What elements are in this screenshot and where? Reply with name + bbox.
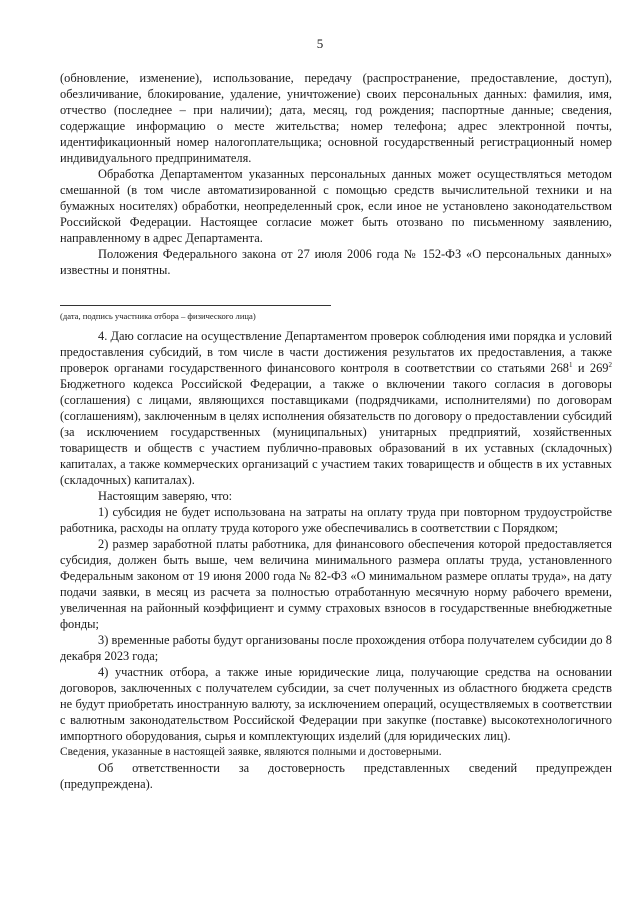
assurance-item-2: 2) размер заработной платы работника, для финансового обеспечения которой предоставляется субсидия, должен быть выше, чем величина минимального размера оплаты труда, установленного Федеральным законом от 19 июня 2000 года № 82-ФЗ «О минимальном размере оплаты труда», на дату подачи заявки, в месяц из расчета за полностью отработанную месячную норму рабочего времени, увеличенная на районный коэффициент и сумму страховых взносов в государственные внебюджетные фонды; bbox=[60, 537, 612, 631]
page-number: 5 bbox=[316, 36, 324, 51]
assurance-heading: Настоящим заверяю, что: bbox=[98, 489, 233, 503]
assurance-item-1: 1) субсидия не будет использована на затраты на оплату труда при повторном трудоустройстве работника, расходы на оплату труда которого уже обеспечивались в соответствии с Порядком; bbox=[60, 505, 612, 535]
consent-text-part2: и 269 bbox=[572, 361, 609, 375]
superscript-2: 2 bbox=[608, 361, 612, 369]
signature-caption: (дата, подпись участника отбора – физического лица) bbox=[60, 311, 256, 321]
intro-block bbox=[60, 70, 612, 278]
main-block bbox=[60, 328, 612, 792]
consent-text-part3: Бюджетного кодекса Российской Федерации, а также о включении такого согласия в договоры (соглашения) с лицами, являющихся поставщиками (подрядчиками, исполнителями) по договорам (соглашениям), заключенным в целях исполнения обязательств по договору о предоставлении субсидий (за исключением государственных (муниципальных) унитарных предприятий, хозяйственных товариществ и обществ с участием публично-правовых образований в их уставных (складочных) капиталах, а также коммерческих организаций с участием таких товариществ и обществ в их уставных (складочных) капиталах). bbox=[60, 377, 612, 487]
superscript-1: 1 bbox=[569, 361, 573, 369]
assurance-item-3: 3) временные работы будут организованы после прохождения отбора получателем субсидии до 8 декабря 2023 года; bbox=[60, 633, 612, 663]
assurance-item-4: 4) участник отбора, а также иные юридические лица, получающие средства на основании договоров, заключенных с получателем субсидии, за счет полученных из областного бюджета средств не будут приобретать иностранную валюту, за исключением операций, осуществляемых в соответствии с валютным законодательством Российской Федерации при закупке (поставке) высокотехнологичного импортного оборудования, сырья и комплектующих изделий (для юридических лиц). bbox=[60, 665, 612, 743]
signature-line bbox=[60, 305, 331, 306]
consent-text-part1: 4. Даю согласие на осуществление Департаментом проверок соблюдения ими порядка и условий предоставления субсидий, в том числе в части достижения результатов их предоставления, а также проверок органами государственного финансового контроля в соответствии со статьями 268 bbox=[60, 329, 612, 375]
responsibility-statement: Об ответственности за достоверность представленных сведений предупрежден (предупреждена). bbox=[60, 761, 612, 791]
completeness-statement: Сведения, указанные в настоящей заявке, являются полными и достоверными. bbox=[60, 746, 442, 758]
consent-paragraph-4 bbox=[60, 328, 612, 488]
intro-paragraph-2: Обработка Департаментом указанных персональных данных может осуществляться методом смешанной (в том числе автоматизированной с помощью средств вычислительной техники и на бумажных носителях) обработки, неопределенный срок, если иное не установлено законодательством Российской Федерации. Настоящее согласие может быть отозвано по письменному заявлению, направленному в адрес Департамента. bbox=[60, 167, 612, 245]
intro-paragraph-1: (обновление, изменение), использование, передачу (распространение, предоставление, доступ), обезличивание, блокирование, удаление, уничтожение) своих персональных данных: фамилия, имя, отчество (последнее – при наличии); дата, месяц, год рождения; паспортные данные; сведения, содержащие информацию о месте жительства; номер телефона; адрес электронной почты, идентификационный номер налогоплательщика; основной государственный регистрационный номер индивидуального предпринимателя. bbox=[60, 71, 612, 165]
intro-paragraph-3: Положения Федерального закона от 27 июля 2006 года № 152-ФЗ «О персональных данных» известны и понятны. bbox=[60, 247, 612, 277]
